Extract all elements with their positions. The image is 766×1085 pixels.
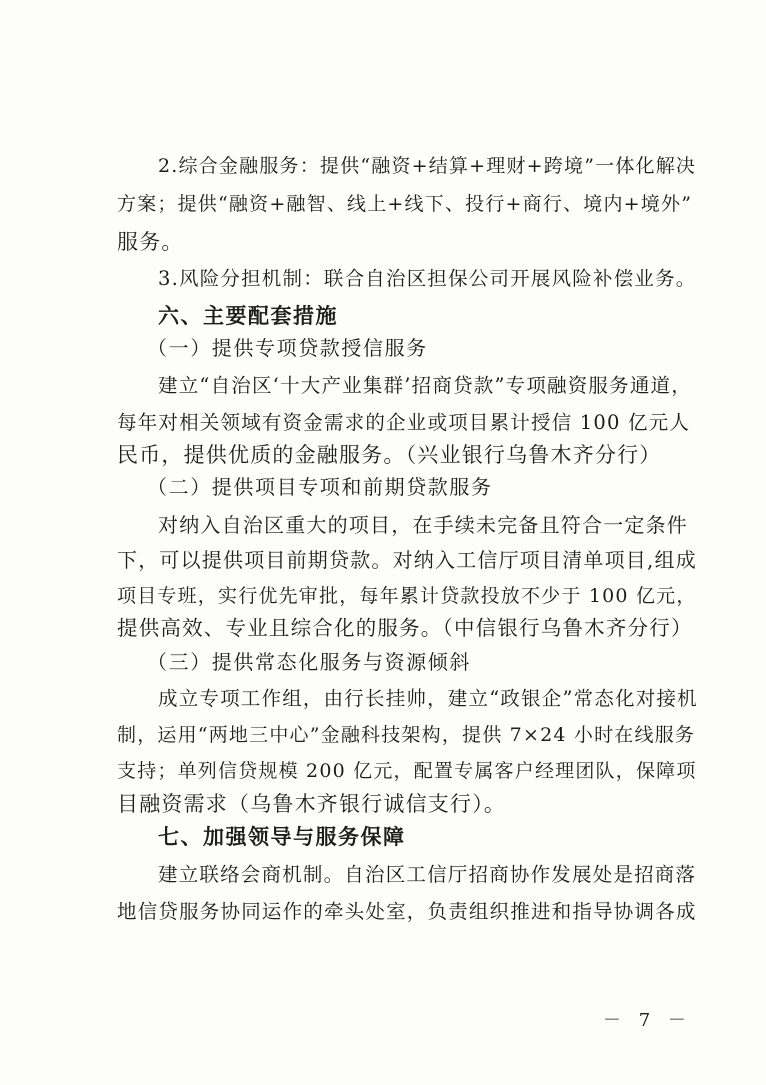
text-line: 成立专项工作组，由行长挂帅，建立“政银企”常态化对接机 [158, 687, 698, 710]
subsection-heading: （三）提供常态化服务与资源倾斜 [147, 650, 471, 674]
text-line: 2.综合金融服务：提供“融资+结算+理财+跨境”一体化解决 [158, 155, 697, 177]
section-heading: 七、加强领导与服务保障 [158, 825, 406, 849]
text-line: 方案；提供“融资+融智、线上+线下、投行+商行、境内+境外” [117, 193, 693, 215]
text-line: 民币，提供优质的金融服务。（兴业银行乌鲁木齐分行） [117, 443, 662, 467]
text-line: 提供高效、专业且综合化的服务。（中信银行乌鲁木齐分行） [117, 616, 693, 640]
text-line: 地信贷服务协同运作的牵头处室，负责组织推进和指导协调各成 [117, 900, 697, 923]
section-heading: 六、主要配套措施 [158, 304, 338, 328]
text-line: 支持；单列信贷规模 200 亿元，配置专属客户经理团队，保障项 [117, 760, 697, 782]
text-line: 建立联络会商机制。自治区工信厅招商协作发展处是招商落 [158, 863, 697, 886]
text-line: 服务。 [117, 230, 184, 254]
subsection-heading: （一）提供专项贷款授信服务 [147, 336, 428, 360]
subsection-heading: （二）提供项目专项和前期贷款服务 [147, 475, 493, 499]
text-line: 每年对相关领域有资金需求的企业或项目累计授信 100 亿元人 [117, 411, 691, 434]
text-line: 制，运用“两地三中心”金融科技架构，提供 7×24 小时在线服务 [117, 724, 696, 746]
text-line: 建立“自治区‘十大产业集群’招商贷款”专项融资服务通道， [158, 374, 692, 397]
text-line: 3.风险分担机制：联合自治区担保公司开展风险补偿业务。 [158, 267, 697, 290]
text-line: 下，可以提供项目前期贷款。对纳入工信厅项目清单项目,组成 [117, 548, 697, 572]
page-number: － 7 － [603, 1010, 692, 1031]
text-line: 目融资需求（乌鲁木齐银行诚信支行）。 [117, 792, 507, 816]
text-line: 对纳入自治区重大的项目，在手续未完备且符合一定条件 [158, 513, 688, 537]
text-line: 项目专班，实行优先审批，每年累计贷款投放不少于 100 亿元， [117, 585, 697, 607]
